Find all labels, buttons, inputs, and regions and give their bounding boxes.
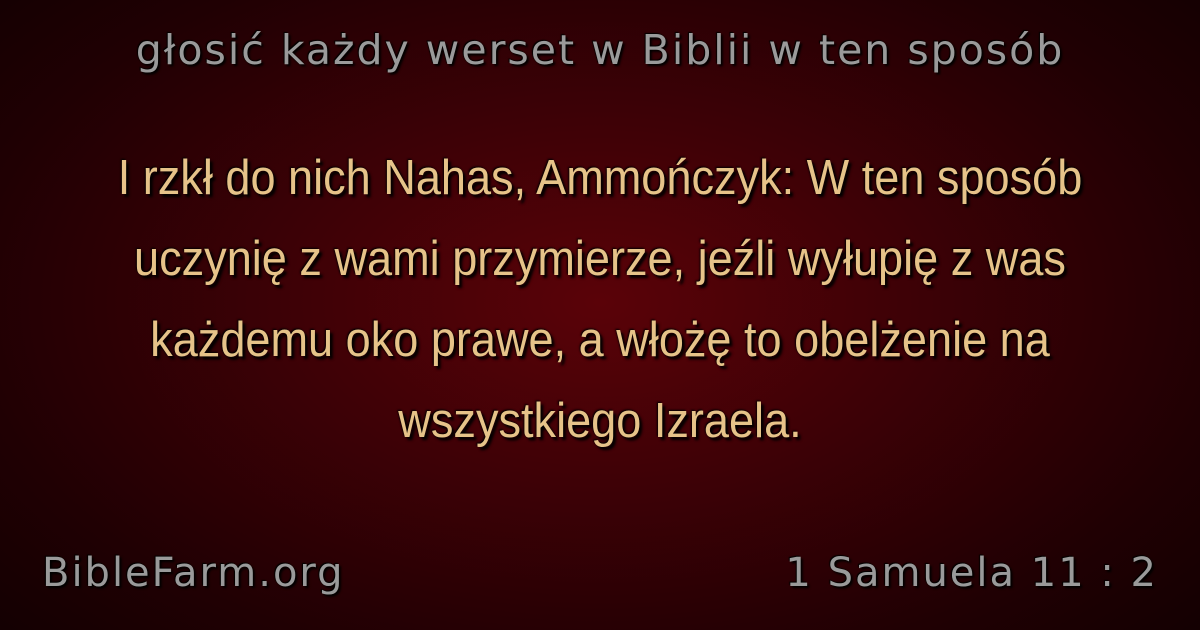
tagline: głosić każdy werset w Biblii w ten sposób bbox=[135, 26, 1065, 74]
verse-reference: 1 Samuela 11 : 2 bbox=[785, 550, 1158, 596]
site-name: BibleFarm.org bbox=[42, 550, 345, 596]
verse-text: I rzkł do nich Nahas, Ammończyk: W ten sposób uczynię z wami przymierze, jeźli wyłupię z was każdemu oko prawe, a włożę to obelżenie na wszystkiego Izraela. bbox=[117, 151, 1083, 448]
